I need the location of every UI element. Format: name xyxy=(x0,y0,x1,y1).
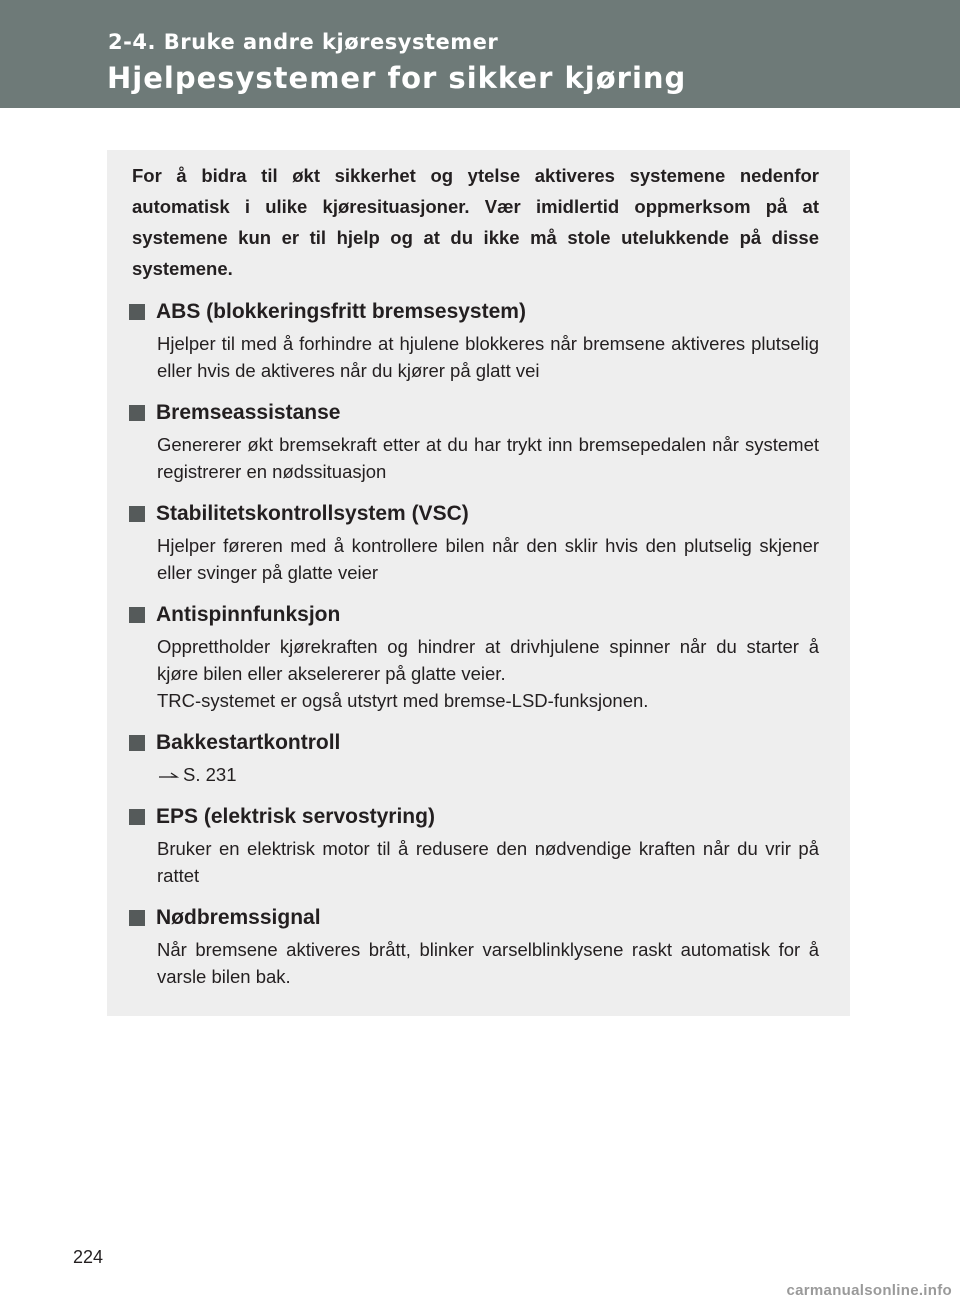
feature-title: Bakkestartkontroll xyxy=(156,731,341,754)
square-bullet-icon xyxy=(129,405,145,421)
feature-vsc xyxy=(129,499,819,586)
feature-emergency-brake-signal xyxy=(129,903,819,990)
feature-abs xyxy=(129,297,819,384)
feature-description-line: Opprettholder kjørekraften og hindrer at drivhjulene spinner når du starter å kjøre bilen eller akselererer på glatte veier. xyxy=(157,636,819,684)
feature-description: Genererer økt bremsekraft etter at du har trykt inn bremsepedalen når systemet registrerer en nødssituasjon xyxy=(157,434,819,482)
feature-title: Bremseassistanse xyxy=(156,401,341,424)
arrow-right-icon xyxy=(157,768,181,782)
square-bullet-icon xyxy=(129,809,145,825)
square-bullet-icon xyxy=(129,506,145,522)
page-title: Hjelpesystemer for sikker kjøring xyxy=(107,61,687,95)
page-header xyxy=(0,0,960,108)
feature-description-line: TRC-systemet er også utstyrt med bremse-LSD-funksjonen. xyxy=(157,690,649,711)
feature-description: Bruker en elektrisk motor til å redusere den nødvendige kraften når du vrir på rattet xyxy=(157,838,819,886)
page-reference-text: S. 231 xyxy=(183,764,237,785)
feature-title: Stabilitetskontrollsystem (VSC) xyxy=(156,502,469,525)
square-bullet-icon xyxy=(129,304,145,320)
feature-hill-start xyxy=(129,728,819,788)
feature-list xyxy=(129,297,819,1004)
section-label: 2-4. Bruke andre kjøresystemer xyxy=(108,30,499,54)
intro-text: For å bidra til økt sikkerhet og ytelse aktiveres systemene nedenfor automatisk i ulike kjøresituasjoner. Vær imidlertid oppmerksom på at systemene kun er til hjelp og at du ikke må stole utelukkende på disse systemene. xyxy=(132,165,819,279)
content-panel xyxy=(107,150,850,1016)
feature-description: Hjelper til med å forhindre at hjulene blokkeres når bremsene aktiveres plutselig eller hvis de aktiveres når du kjører på glatt vei xyxy=(157,333,819,381)
feature-title: ABS (blokkeringsfritt bremsesystem) xyxy=(156,300,526,323)
square-bullet-icon xyxy=(129,910,145,926)
feature-traction-control xyxy=(129,600,819,714)
feature-description: Når bremsene aktiveres brått, blinker varselblinklysene raskt automatisk for å varsle bilen bak. xyxy=(157,939,819,987)
feature-title: Antispinnfunksjon xyxy=(156,603,341,626)
watermark: carmanualsonline.info xyxy=(786,1282,952,1299)
feature-description xyxy=(157,633,819,714)
feature-eps xyxy=(129,802,819,889)
feature-brake-assist xyxy=(129,398,819,485)
feature-description: Hjelper føreren med å kontrollere bilen når den sklir hvis den plutselig skjener eller svinger på glatte veier xyxy=(157,535,819,583)
square-bullet-icon xyxy=(129,735,145,751)
page-number: 224 xyxy=(73,1247,104,1267)
feature-title: Nødbremssignal xyxy=(156,906,321,929)
feature-title: EPS (elektrisk servostyring) xyxy=(156,805,435,828)
page-reference-link[interactable] xyxy=(157,761,819,788)
square-bullet-icon xyxy=(129,607,145,623)
